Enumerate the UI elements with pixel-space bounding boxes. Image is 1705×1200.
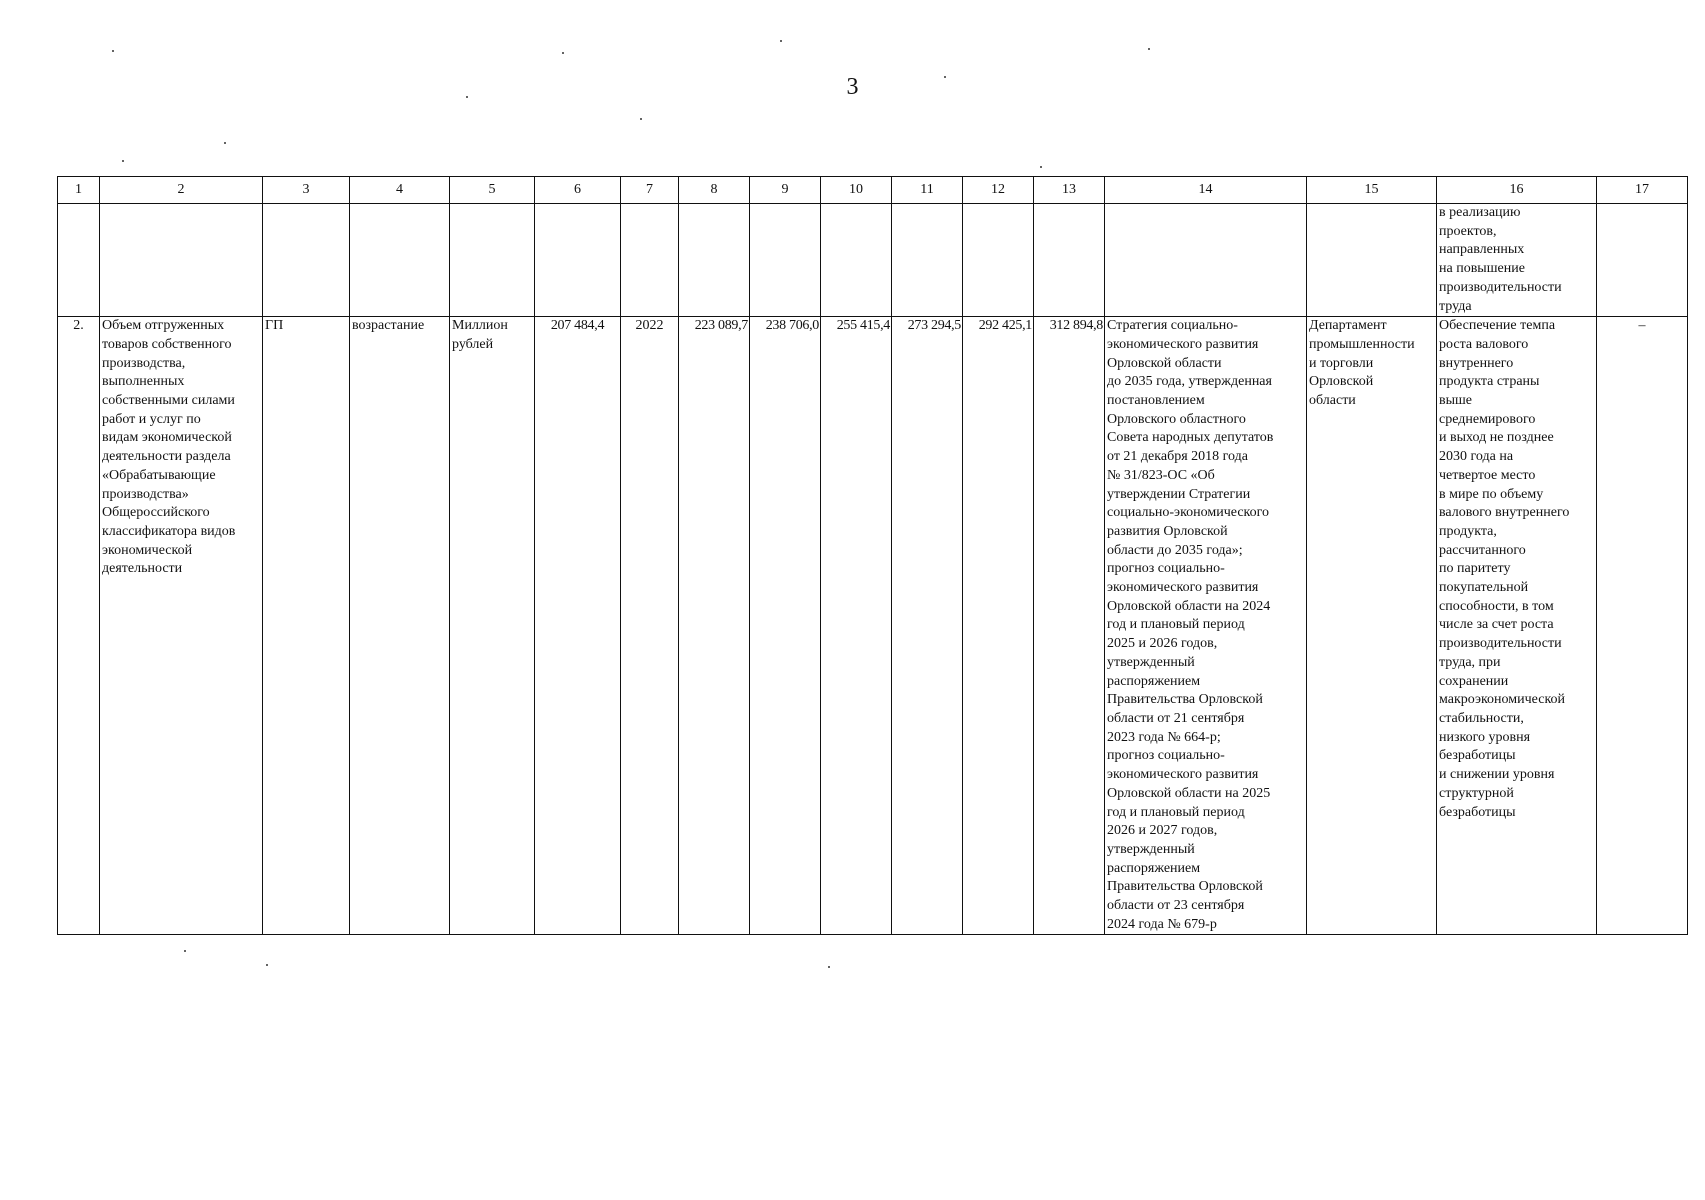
empty-cell — [100, 204, 263, 317]
scan-speck — [122, 160, 124, 162]
direction-cell: возрастание — [350, 317, 450, 935]
value-cell: 255 415,4 — [821, 317, 892, 935]
responsible-cell: Департамент промышленности и торговли Орловской области — [1307, 317, 1437, 935]
value-cell: 312 894,8 — [1034, 317, 1105, 935]
column-number: 11 — [892, 177, 963, 204]
column-number-row — [58, 177, 1688, 204]
scan-speck — [184, 950, 186, 952]
empty-cell — [1307, 204, 1437, 317]
scan-speck — [1040, 166, 1042, 168]
column-number: 10 — [821, 177, 892, 204]
column-number: 13 — [1034, 177, 1105, 204]
column-number: 17 — [1597, 177, 1688, 204]
scan-speck — [112, 50, 114, 52]
column-number: 15 — [1307, 177, 1437, 204]
empty-cell — [1034, 204, 1105, 317]
empty-cell — [963, 204, 1034, 317]
value-cell: 292 425,1 — [963, 317, 1034, 935]
value-cell: 238 706,0 — [750, 317, 821, 935]
scan-speck — [466, 96, 468, 98]
scan-speck — [562, 52, 564, 54]
scan-speck — [640, 118, 642, 120]
scan-speck — [828, 966, 830, 968]
value-cell: 223 089,7 — [679, 317, 750, 935]
column-number: 16 — [1437, 177, 1597, 204]
empty-cell — [750, 204, 821, 317]
column-number: 7 — [621, 177, 679, 204]
empty-cell — [679, 204, 750, 317]
column-number: 5 — [450, 177, 535, 204]
empty-cell — [621, 204, 679, 317]
goal-continuation-cell: в реализацию проектов, направленных на повышение производительности труда — [1437, 204, 1597, 317]
indicator-name-cell: Объем отгруженных товаров собственного производства, выполненных собственными силами работ и услуг по видам экономической деятельности раздела «Обрабатывающие производства» Общероссийского классификатора видов экономической деятельности — [100, 317, 263, 935]
column-number: 14 — [1105, 177, 1307, 204]
scan-speck — [266, 964, 268, 966]
scan-speck — [944, 76, 946, 78]
table-row — [58, 317, 1688, 935]
column-number: 6 — [535, 177, 621, 204]
empty-cell — [263, 204, 350, 317]
empty-cell — [535, 204, 621, 317]
column-number: 8 — [679, 177, 750, 204]
column-number: 2 — [100, 177, 263, 204]
column-number: 1 — [58, 177, 100, 204]
scan-speck — [224, 142, 226, 144]
column-number: 4 — [350, 177, 450, 204]
row-number-cell: 2. — [58, 317, 100, 935]
empty-cell — [450, 204, 535, 317]
page-number: 3 — [846, 74, 859, 100]
empty-cell — [1597, 204, 1688, 317]
scan-speck — [780, 40, 782, 42]
empty-cell — [58, 204, 100, 317]
scan-speck — [1148, 48, 1150, 50]
empty-cell — [892, 204, 963, 317]
empty-cell — [821, 204, 892, 317]
indicator-type-cell: ГП — [263, 317, 350, 935]
column-number: 12 — [963, 177, 1034, 204]
column-number: 3 — [263, 177, 350, 204]
base-value-cell: 207 484,4 — [535, 317, 621, 935]
continuation-row — [58, 204, 1688, 317]
goal-cell: Обеспечение темпа роста валового внутреннего продукта страны выше среднемирового и выход не позднее 2030 года на четвертое место в мире по объему валового внутреннего продукта, рассчитанного по паритету покупательной способности, в том числе за счет роста производительности труда, при сохранении макроэкономической стабильности, низкого уровня безработицы и снижении уровня структурной безработицы — [1437, 317, 1597, 935]
value-cell: 273 294,5 — [892, 317, 963, 935]
base-year-cell: 2022 — [621, 317, 679, 935]
indicators-table — [57, 176, 1688, 935]
document-cell: Стратегия социально- экономического развития Орловской области до 2035 года, утвержденная постановлением Орловского областного Совета народных депутатов от 21 декабря 2018 года № 31/823-ОС «Об утверждении Стратегии социально-экономического развития Орловской области до 2035 года»; прогноз социально- экономического развития Орловской области на 2024 год и плановый период 2025 и 2026 годов, утвержденный распоряжением Правительства Орловской области от 21 сентября 2023 года № 664-р; прогноз социально- экономического развития Орловской области на 2025 год и плановый период 2026 и 2027 годов, утвержденный распоряжением Правительства Орловской области от 23 сентября 2024 года № 679-р — [1105, 317, 1307, 935]
column-number: 9 — [750, 177, 821, 204]
col17-cell: – — [1597, 317, 1688, 935]
unit-cell: Миллион рублей — [450, 317, 535, 935]
empty-cell — [1105, 204, 1307, 317]
empty-cell — [350, 204, 450, 317]
